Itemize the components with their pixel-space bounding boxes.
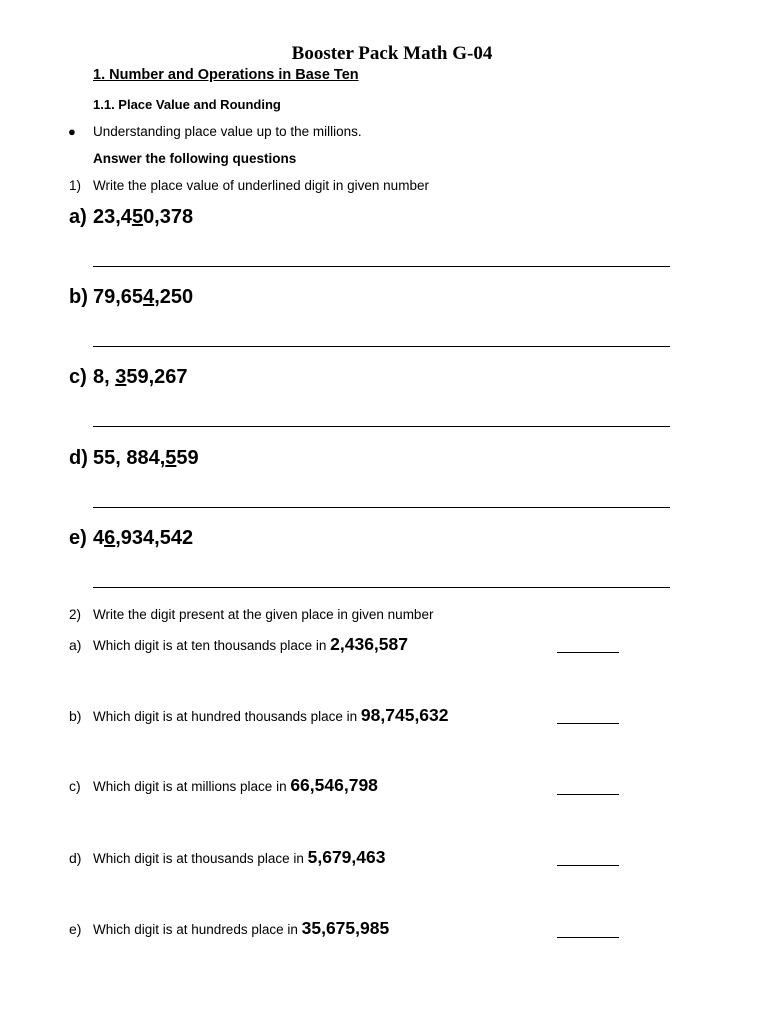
short-answer-line-c[interactable]	[557, 794, 619, 795]
number-before: 8,	[93, 366, 116, 388]
item-text: Which digit is at ten thousands place in	[93, 638, 331, 653]
underlined-digit: 5	[131, 206, 144, 228]
short-answer-line-b[interactable]	[557, 723, 619, 724]
question-1-part-a	[69, 206, 193, 229]
answer-line-a[interactable]	[93, 266, 670, 267]
short-answer-line-e[interactable]	[557, 937, 619, 938]
answer-line-c[interactable]	[93, 426, 670, 427]
item-text: Which digit is at thousands place in	[93, 851, 308, 866]
item-text: Which digit is at millions place in	[93, 779, 291, 794]
number-after: 59,267	[126, 366, 188, 388]
item-number: 66,546,798	[290, 775, 378, 795]
underlined-digit: 6	[104, 527, 116, 549]
item-number: 5,679,463	[307, 847, 386, 867]
question-2-text: Write the digit present at the given place in given number	[93, 607, 434, 622]
question-1-part-e	[69, 527, 193, 550]
underlined-digit: 5	[165, 447, 177, 469]
number-after: 0,378	[143, 206, 194, 228]
instruction-text: Answer the following questions	[93, 151, 297, 166]
question-2-label-c: c)	[69, 778, 81, 794]
short-answer-line-a[interactable]	[557, 652, 619, 653]
bullet-icon: ●	[68, 124, 76, 139]
question-2-item-a	[93, 634, 408, 655]
question-2-number: 2)	[69, 607, 82, 622]
number-before: 23,4	[93, 206, 132, 228]
underlined-digit: 3	[115, 366, 127, 388]
number-after: ,934,542	[115, 527, 194, 549]
question-2-label-b: b)	[69, 708, 82, 724]
item-number: 98,745,632	[360, 705, 449, 725]
question-2-item-b	[93, 705, 449, 726]
part-label: a)	[69, 206, 87, 228]
answer-line-d[interactable]	[93, 507, 670, 508]
part-label: b)	[69, 286, 88, 308]
answer-line-e[interactable]	[93, 587, 670, 588]
answer-line-b[interactable]	[93, 346, 670, 347]
question-2-label-a: a)	[69, 637, 82, 653]
question-2-label-d: d)	[69, 850, 82, 866]
question-1-part-d	[69, 447, 199, 470]
number-after: ,250	[154, 286, 194, 308]
question-1-number: 1)	[69, 178, 82, 193]
bullet-text: Understanding place value up to the millions.	[93, 124, 362, 139]
underlined-digit: 4	[143, 286, 155, 308]
part-label: e)	[69, 527, 87, 549]
number-before: 4	[93, 527, 105, 549]
part-label: d)	[69, 447, 88, 469]
question-2-label-e: e)	[69, 921, 82, 937]
subsection-heading: 1.1. Place Value and Rounding	[93, 97, 281, 112]
question-1-part-b	[69, 286, 193, 309]
short-answer-line-d[interactable]	[557, 865, 619, 866]
item-text: Which digit is at hundred thousands place in	[93, 709, 361, 724]
question-1-part-c	[69, 366, 188, 389]
number-after: 59	[176, 447, 199, 469]
number-before: 79,65	[93, 286, 144, 308]
question-1-text: Write the place value of underlined digit in given number	[93, 178, 429, 193]
part-label: c)	[69, 366, 87, 388]
question-2-item-d	[93, 847, 385, 868]
page-title: Booster Pack Math G-04	[291, 43, 493, 64]
number-before: 55, 884,	[93, 447, 166, 469]
question-2-item-c	[93, 775, 378, 796]
item-number: 2,436,587	[330, 634, 408, 654]
section-heading: 1. Number and Operations in Base Ten	[93, 67, 359, 83]
item-text: Which digit is at hundreds place in	[93, 922, 302, 937]
question-2-item-e	[93, 918, 389, 939]
item-number: 35,675,985	[301, 918, 390, 938]
